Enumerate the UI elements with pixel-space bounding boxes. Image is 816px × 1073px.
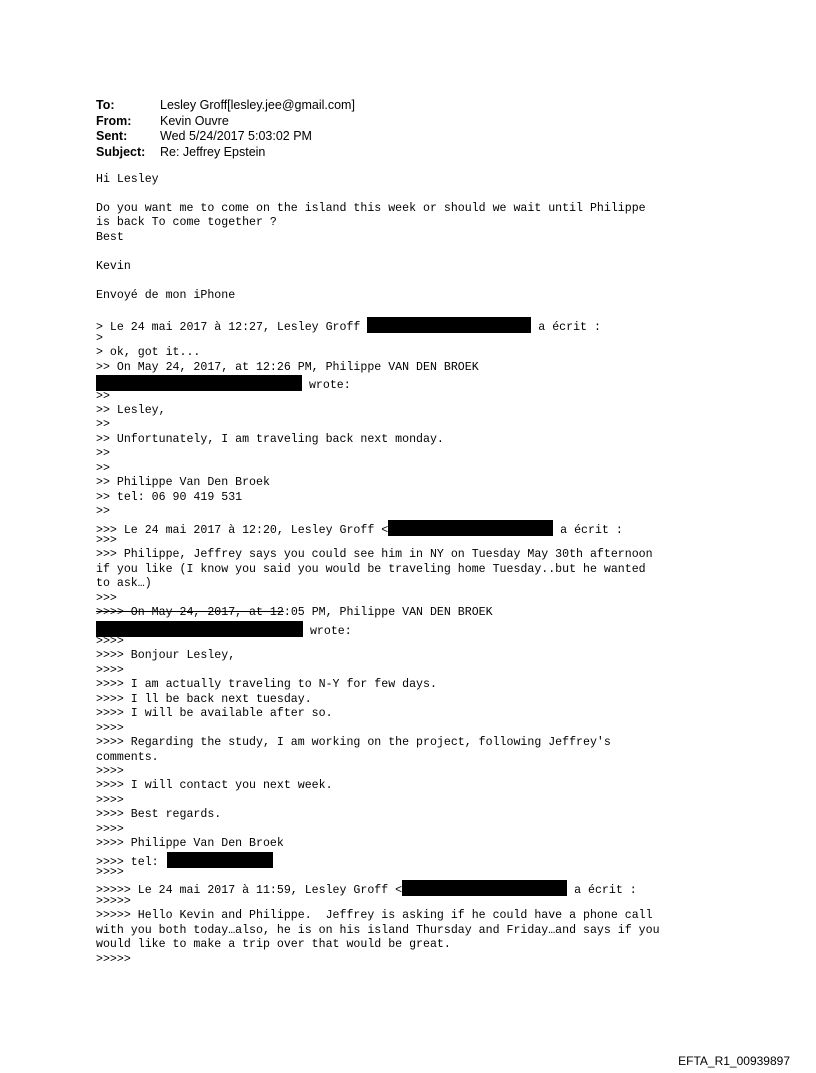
body-line: >>>> I am actually traveling to N-Y for few days.	[96, 678, 437, 692]
from-label: From:	[96, 113, 132, 128]
body-line: >> tel: 06 90 419 531	[96, 490, 243, 504]
body-line: >>	[96, 447, 110, 461]
body-line: >>>>	[96, 764, 124, 778]
body-line: >>>>>	[96, 894, 131, 908]
sent-value: Wed 5/24/2017 5:03:02 PM	[160, 129, 312, 143]
body-line: >>>> I will be available after so.	[96, 707, 333, 721]
body-line: Kevin	[96, 259, 131, 273]
body-line: is back To come together ?	[96, 216, 277, 230]
quote-text: >>>>> Le 24 mai 2017 à 11:59, Lesley Groff <	[96, 884, 403, 898]
subject-row	[96, 145, 355, 161]
body-line: to ask…)	[96, 577, 152, 591]
body-line	[96, 852, 736, 869]
redaction-block	[167, 852, 273, 868]
body-line: would like to make a trip over that would be great.	[96, 938, 451, 952]
quote-text: > Le 24 mai 2017 à 12:27, Lesley Groff	[96, 321, 368, 335]
to-label: To:	[96, 98, 115, 112]
quote-text: a écrit :	[553, 523, 623, 537]
body-line	[96, 317, 736, 335]
body-line: > ok, got it...	[96, 346, 201, 360]
sent-label: Sent:	[96, 129, 128, 143]
body-line: >>	[96, 418, 110, 432]
redaction-block	[388, 520, 553, 536]
body-line	[96, 621, 736, 638]
quote-text: wrote:	[302, 379, 351, 393]
redaction-block	[96, 621, 303, 637]
body-line: >>>> Best regards.	[96, 808, 222, 822]
body-line: Best	[96, 230, 124, 244]
body-line	[96, 520, 736, 537]
body-line: >>	[96, 389, 110, 403]
from-value: Kevin Ouvre	[160, 113, 229, 128]
email-body	[96, 173, 736, 967]
body-line: >>>> Regarding the study, I am working on the project, following Jeffrey's	[96, 736, 611, 750]
redaction-block	[367, 317, 531, 333]
body-line: Envoyé de mon iPhone	[96, 288, 236, 302]
body-line: >>>>	[96, 635, 124, 648]
quote-text: >>>> On May 24, 2017, at 12	[96, 606, 284, 620]
body-line: >>>>> Hello Kevin and Philippe. Jeffrey is asking if he could have a phone call	[96, 909, 653, 923]
redaction-block	[96, 375, 302, 391]
body-line	[96, 880, 736, 898]
body-line: with you both today…also, he is on his island Thursday and Friday…and says if you	[96, 923, 660, 937]
body-line: >>>>	[96, 663, 124, 677]
body-line: Hi Lesley	[96, 173, 159, 186]
body-line: Do you want me to come on the island this week or should we wait until Philippe	[96, 201, 646, 215]
body-line: >>>	[96, 591, 117, 605]
quote-text: >>> Le 24 mai 2017 à 12:20, Lesley Groff <	[96, 523, 389, 537]
body-line: >>> Philippe, Jeffrey says you could see him in NY on Tuesday May 30th afternoon	[96, 548, 653, 562]
quote-text: a écrit :	[531, 321, 601, 335]
body-line: >>>>	[96, 866, 124, 879]
body-line: >> On May 24, 2017, at 12:26 PM, Philippe VAN DEN BROEK	[96, 360, 479, 374]
subject-value: Re: Jeffrey Epstein	[160, 144, 266, 159]
body-line: comments.	[96, 750, 159, 764]
body-line	[96, 187, 736, 201]
to-row	[96, 98, 355, 114]
body-line: >>>>>	[96, 952, 131, 966]
redaction-block	[402, 880, 567, 896]
body-line: >>>	[96, 533, 117, 547]
body-line: >	[96, 331, 103, 345]
document-id: EFTA_R1_00939897	[678, 1054, 790, 1068]
body-line: >>>> I will contact you next week.	[96, 779, 333, 793]
from-row	[96, 114, 355, 130]
body-line: >>>> Bonjour Lesley,	[96, 649, 236, 663]
subject-label: Subject:	[96, 144, 146, 159]
to-value: Lesley Groff[lesley.jee@gmail.com]	[160, 98, 355, 112]
body-line	[96, 274, 736, 288]
body-line	[96, 606, 736, 620]
body-line: >>	[96, 505, 110, 519]
body-line: >> Philippe Van Den Broek	[96, 476, 270, 490]
body-line	[96, 375, 736, 393]
body-line: >> Unfortunately, I am traveling back next monday.	[96, 432, 444, 446]
quote-text: >>>> tel:	[96, 855, 159, 869]
body-line	[96, 245, 736, 259]
body-line: >>>>	[96, 793, 124, 807]
body-line: >>>>	[96, 822, 124, 836]
body-line: >>>> I ll be back next tuesday.	[96, 692, 312, 706]
body-line: >> Lesley,	[96, 404, 166, 417]
email-header	[96, 98, 355, 160]
body-line: if you like (I know you said you would be traveling home Tuesday..but he wanted	[96, 562, 646, 576]
quote-text: :05 PM, Philippe VAN DEN BROEK	[283, 606, 493, 620]
body-line	[96, 303, 736, 317]
body-line: >>>>	[96, 721, 124, 735]
body-line: >>>> Philippe Van Den Broek	[96, 837, 284, 851]
body-line: >>	[96, 461, 110, 475]
quote-text: wrote:	[303, 624, 352, 638]
quote-text: a écrit :	[567, 884, 637, 898]
sent-row	[96, 129, 355, 145]
